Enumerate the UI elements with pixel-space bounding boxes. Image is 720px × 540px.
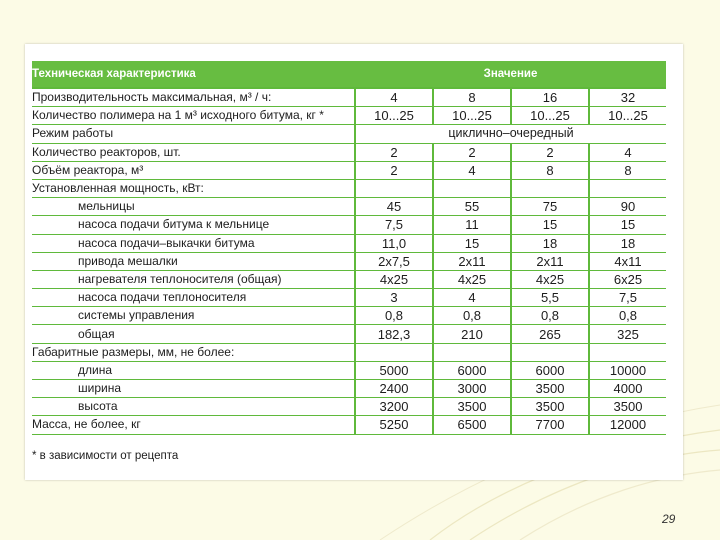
row-value: 10...25 xyxy=(511,107,589,125)
row-value: 8 xyxy=(511,161,589,179)
row-value: 18 xyxy=(589,234,666,252)
row-value: 3200 xyxy=(355,398,433,416)
row-value xyxy=(511,343,589,361)
footnote: * в зависимости от рецепта xyxy=(32,450,179,462)
row-value: 0,8 xyxy=(355,307,433,325)
header-value: Значение xyxy=(355,61,666,88)
row-label: насоса подачи битума к мельнице xyxy=(32,216,355,234)
row-value: 16 xyxy=(511,88,589,107)
row-value: 3000 xyxy=(433,380,511,398)
table-row xyxy=(32,380,666,398)
row-value: 11,0 xyxy=(355,234,433,252)
table-row xyxy=(32,161,666,179)
row-value: 265 xyxy=(511,325,589,343)
row-value: 0,8 xyxy=(511,307,589,325)
row-value: 2х7,5 xyxy=(355,252,433,270)
row-value: 4 xyxy=(355,88,433,107)
row-value: 7,5 xyxy=(355,216,433,234)
row-value xyxy=(355,179,433,197)
row-value xyxy=(589,343,666,361)
row-value: 6х25 xyxy=(589,270,666,288)
table-row xyxy=(32,88,666,107)
table-row xyxy=(32,198,666,216)
row-value: 4 xyxy=(433,161,511,179)
row-value: 4 xyxy=(433,289,511,307)
row-label: системы управления xyxy=(32,307,355,325)
row-label: Режим работы xyxy=(32,125,355,143)
spec-sheet xyxy=(25,44,683,480)
row-value: 8 xyxy=(433,88,511,107)
row-value: 6000 xyxy=(433,361,511,379)
row-value xyxy=(511,179,589,197)
row-value: 45 xyxy=(355,198,433,216)
spec-table xyxy=(32,61,666,435)
row-label: Количество полимера на 1 м³ исходного битума, кг * xyxy=(32,107,355,125)
row-value: 12000 xyxy=(589,416,666,434)
row-value: 15 xyxy=(511,216,589,234)
row-value xyxy=(433,343,511,361)
table-row xyxy=(32,398,666,416)
row-value: 7,5 xyxy=(589,289,666,307)
row-value: 7700 xyxy=(511,416,589,434)
row-value: 10...25 xyxy=(433,107,511,125)
row-value: 10...25 xyxy=(589,107,666,125)
row-label: мельницы xyxy=(32,198,355,216)
row-value: 4 xyxy=(589,143,666,161)
table-row xyxy=(32,307,666,325)
row-label: ширина xyxy=(32,380,355,398)
page-number: 29 xyxy=(662,512,676,526)
row-value: 3 xyxy=(355,289,433,307)
row-label: Производительность максимальная, м³ / ч: xyxy=(32,88,355,107)
row-value: 210 xyxy=(433,325,511,343)
table-row xyxy=(32,234,666,252)
row-value: 10000 xyxy=(589,361,666,379)
row-value: 18 xyxy=(511,234,589,252)
row-value: 182,3 xyxy=(355,325,433,343)
row-value: 4х25 xyxy=(511,270,589,288)
row-value: 2х11 xyxy=(433,252,511,270)
row-label: Количество реакторов, шт. xyxy=(32,143,355,161)
row-value: 2400 xyxy=(355,380,433,398)
row-label: общая xyxy=(32,325,355,343)
row-value xyxy=(433,179,511,197)
row-label: нагревателя теплоносителя (общая) xyxy=(32,270,355,288)
table-row xyxy=(32,143,666,161)
row-value: 4х25 xyxy=(433,270,511,288)
row-value: 15 xyxy=(589,216,666,234)
row-label: Габаритные размеры, мм, не более: xyxy=(32,343,355,361)
row-span-value: циклично–очередный xyxy=(355,125,666,143)
row-value: 6000 xyxy=(511,361,589,379)
row-value: 3500 xyxy=(511,380,589,398)
row-label: Масса, не более, кг xyxy=(32,416,355,434)
table-row xyxy=(32,179,666,197)
row-value: 3500 xyxy=(511,398,589,416)
row-value: 0,8 xyxy=(433,307,511,325)
header-param: Техническая характеристика xyxy=(32,61,355,88)
row-label: Объём реактора, м³ xyxy=(32,161,355,179)
table-row xyxy=(32,325,666,343)
table-row xyxy=(32,343,666,361)
table-row xyxy=(32,125,666,143)
row-value: 2х11 xyxy=(511,252,589,270)
row-value: 2 xyxy=(355,143,433,161)
row-value xyxy=(589,179,666,197)
row-value xyxy=(355,343,433,361)
row-label: привода мешалки xyxy=(32,252,355,270)
row-value: 75 xyxy=(511,198,589,216)
row-value: 6500 xyxy=(433,416,511,434)
row-value: 4х11 xyxy=(589,252,666,270)
row-value: 4х25 xyxy=(355,270,433,288)
row-value: 15 xyxy=(433,234,511,252)
row-value: 4000 xyxy=(589,380,666,398)
row-label: Установленная мощность, кВт: xyxy=(32,179,355,197)
row-value: 5250 xyxy=(355,416,433,434)
row-label: насоса подачи–выкачки битума xyxy=(32,234,355,252)
row-label: насоса подачи теплоносителя xyxy=(32,289,355,307)
row-label: высота xyxy=(32,398,355,416)
table-row xyxy=(32,361,666,379)
row-label: длина xyxy=(32,361,355,379)
row-value: 11 xyxy=(433,216,511,234)
table-row xyxy=(32,252,666,270)
row-value: 0,8 xyxy=(589,307,666,325)
row-value: 55 xyxy=(433,198,511,216)
table-row xyxy=(32,416,666,434)
table-row xyxy=(32,107,666,125)
table-header-row xyxy=(32,61,666,88)
row-value: 5,5 xyxy=(511,289,589,307)
row-value: 8 xyxy=(589,161,666,179)
row-value: 325 xyxy=(589,325,666,343)
row-value: 2 xyxy=(511,143,589,161)
table-row xyxy=(32,216,666,234)
row-value: 3500 xyxy=(433,398,511,416)
table-body xyxy=(32,88,666,434)
row-value: 5000 xyxy=(355,361,433,379)
table-row xyxy=(32,270,666,288)
table-row xyxy=(32,289,666,307)
row-value: 90 xyxy=(589,198,666,216)
row-value: 2 xyxy=(433,143,511,161)
row-value: 32 xyxy=(589,88,666,107)
row-value: 3500 xyxy=(589,398,666,416)
row-value: 2 xyxy=(355,161,433,179)
row-value: 10...25 xyxy=(355,107,433,125)
